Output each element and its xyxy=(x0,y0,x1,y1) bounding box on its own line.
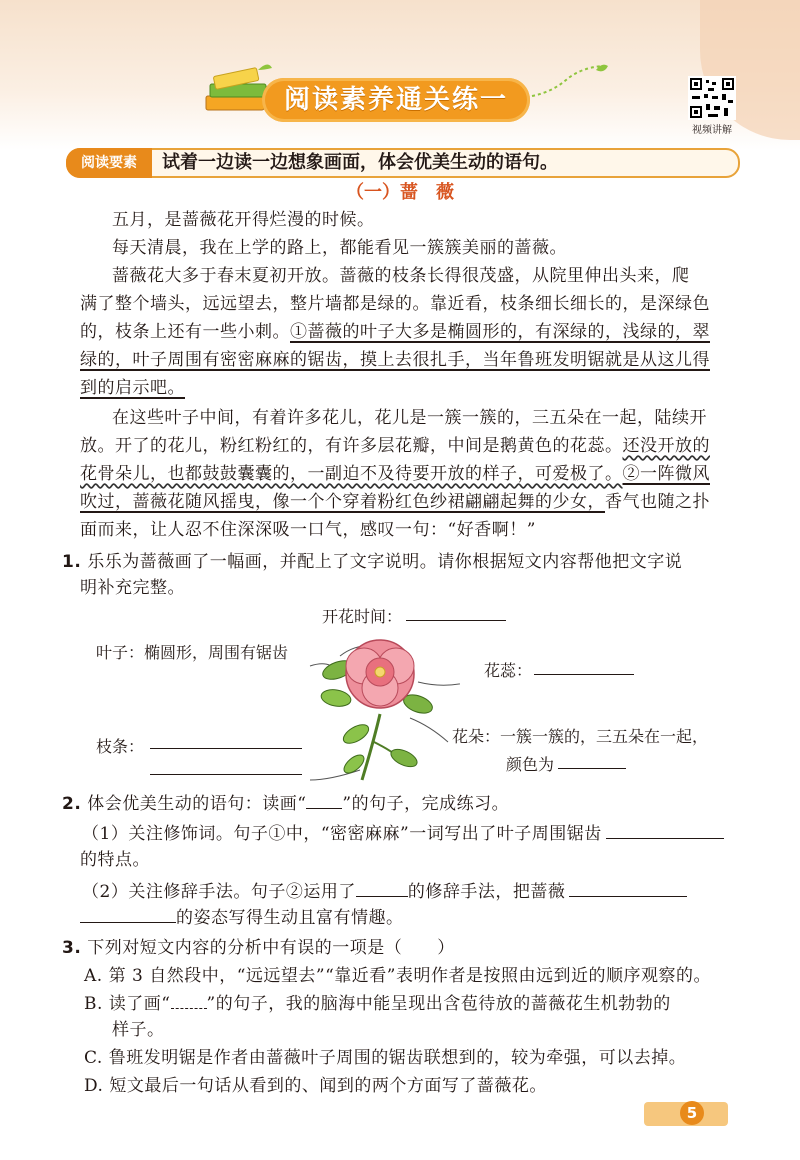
q1-number: 1. xyxy=(62,552,82,572)
sentence-1-underlined: 到的启示吧。 xyxy=(80,378,185,398)
passage-line: 每天清晨，我在上学的路上，都能看见一簇簇美丽的蔷薇。 xyxy=(112,238,567,258)
q1-text xyxy=(62,550,682,574)
qr-caption: 视频讲解 xyxy=(692,125,732,136)
q2-text xyxy=(62,792,509,816)
passage-text: 香气也随之扑 xyxy=(605,492,710,512)
underline-sample xyxy=(306,792,342,809)
rose-illustration-icon xyxy=(300,630,460,790)
sentence-1-underlined: 绿的，叶子周围有密密麻麻的锯齿，摸上去很扎手，当年鲁班发明锯就是从这儿得 xyxy=(80,350,710,370)
q2-sub2-blank-3[interactable] xyxy=(80,906,176,923)
section-banner: 阅读素养通关练一 xyxy=(262,78,530,122)
page-number: 5 xyxy=(680,1101,704,1125)
sentence-1-underlined: ①蔷薇的叶子大多是椭圆形的，有深绿的，浅绿的，翠 xyxy=(290,322,710,342)
branch-blank-1[interactable] xyxy=(150,748,302,749)
passage-line xyxy=(80,434,710,458)
q3-option-b[interactable] xyxy=(84,992,671,1016)
q3-text xyxy=(62,936,455,960)
q3-option-d[interactable]: D. 短文最后一句话从看到的、闻到的两个方面写了蔷薇花。 xyxy=(84,1076,547,1096)
vine-decoration-icon xyxy=(530,62,610,102)
q2-sub2 xyxy=(82,880,687,904)
sentence-2-underlined: ②一阵微风 xyxy=(622,464,710,484)
q2-sub2-text-a: （2）关注修辞手法。句子②运用了 xyxy=(82,882,356,902)
passage-text: 放。开了的花儿，粉红粉红的，有许多层花瓣，中间是鹅黄色的花蕊。 xyxy=(80,436,623,456)
passage-line: 面而来，让人忍不住深深吸一口气，感叹一句：“好香啊！” xyxy=(80,520,536,540)
flower-label: 花朵：一簇一簇的，三五朵在一起， xyxy=(452,727,709,746)
q2-sub1-line2: 的特点。 xyxy=(80,850,150,870)
color-blank[interactable] xyxy=(558,768,626,769)
wavy-line-sample xyxy=(171,992,207,1009)
passage-line: 在这些叶子中间，有着许多花儿，花儿是一簇一簇的，三五朵在一起，陆续开 xyxy=(112,408,707,428)
q2-sub2-text-b: 的修辞手法，把蔷薇 xyxy=(407,882,566,902)
branch-blank-2[interactable] xyxy=(150,774,302,775)
requirement-text: 试着一边读一边想象画面，体会优美生动的语句。 xyxy=(162,152,558,173)
q2-sub1-blank[interactable] xyxy=(606,822,724,839)
q3-option-b-text-a: B. 读了画“ xyxy=(84,994,171,1014)
passage-text: 的，枝条上还有一些小刺。 xyxy=(80,322,290,342)
q3-prompt: 下列对短文内容的分析中有误的一项是（ ） xyxy=(87,938,455,958)
sentence-2-underlined: 吹过，蔷薇花随风摇曳，像一个个穿着粉红色纱裙翩翩起舞的少女， xyxy=(80,492,605,512)
passage-line: 满了整个墙头，远远望去，整片墙都是绿的。靠近看，枝条细长细长的，是深绿色 xyxy=(80,294,710,314)
q1-text-line2: 明补充完整。 xyxy=(80,578,185,598)
passage-line xyxy=(80,320,710,344)
passage-line: 五月，是蔷薇花开得烂漫的时候。 xyxy=(112,210,375,230)
q3-option-b-text-b: ”的句子，我的脑海中能呈现出含苞待放的蔷薇花生机勃勃的 xyxy=(206,994,671,1014)
color-label: 颜色为 xyxy=(506,755,555,774)
wavy-underlined-text: 花骨朵儿，也都鼓鼓囊囊的，一副迫不及待要开放的样子，可爱极了。 xyxy=(80,464,623,484)
q2-sub2-blank-2[interactable] xyxy=(569,880,687,897)
wavy-underlined-text: 还没开放的 xyxy=(622,436,710,456)
q2-prompt-a: 体会优美生动的语句：读画“ xyxy=(87,794,307,814)
stamen-label: 花蕊： xyxy=(484,661,533,680)
leaf-label: 叶子：椭圆形，周围有锯齿 xyxy=(96,643,289,662)
passage-line: 蔷薇花大多于春末夏初开放。蔷薇的枝条长得很茂盛，从院里伸出头来，爬 xyxy=(112,266,690,286)
header-band xyxy=(0,0,800,150)
q2-prompt-b: ”的句子，完成练习。 xyxy=(342,794,510,814)
q2-sub2-text-c: 的姿态写得生动且富有情趣。 xyxy=(176,908,404,928)
q2-sub1-text: （1）关注修饰词。句子①中，“密密麻麻”一词写出了叶子周围锯齿 xyxy=(82,824,602,844)
branch-label: 枝条： xyxy=(96,737,145,756)
q2-sub2-blank-1[interactable] xyxy=(356,880,408,897)
bloom-time-blank[interactable] xyxy=(406,620,506,621)
q3-option-b-line2: 样子。 xyxy=(112,1020,165,1040)
q3-option-c[interactable]: C. 鲁班发明锯是作者由蔷薇叶子周围的锯齿联想到的，较为牵强，可以去掉。 xyxy=(84,1048,687,1068)
qr-code-icon[interactable] xyxy=(688,76,736,120)
q2-number: 2. xyxy=(62,794,82,814)
stamen-blank[interactable] xyxy=(534,674,634,675)
q2-sub2-line2 xyxy=(80,906,404,930)
bloom-time-label: 开花时间： xyxy=(322,607,403,626)
passage-line xyxy=(80,490,710,514)
q1-prompt: 乐乐为蔷薇画了一幅画，并配上了文字说明。请你根据短文内容帮他把文字说 xyxy=(87,552,683,572)
q2-sub1 xyxy=(82,822,724,846)
passage-line xyxy=(80,462,710,486)
requirement-tag: 阅读要素 xyxy=(66,148,152,178)
q3-option-a[interactable]: A. 第 3 自然段中，“远远望去”“靠近看”表明作者是按照由远到近的顺序观察的。 xyxy=(84,966,711,986)
q3-number: 3. xyxy=(62,938,82,958)
passage-title: （一）蔷 薇 xyxy=(346,182,454,203)
